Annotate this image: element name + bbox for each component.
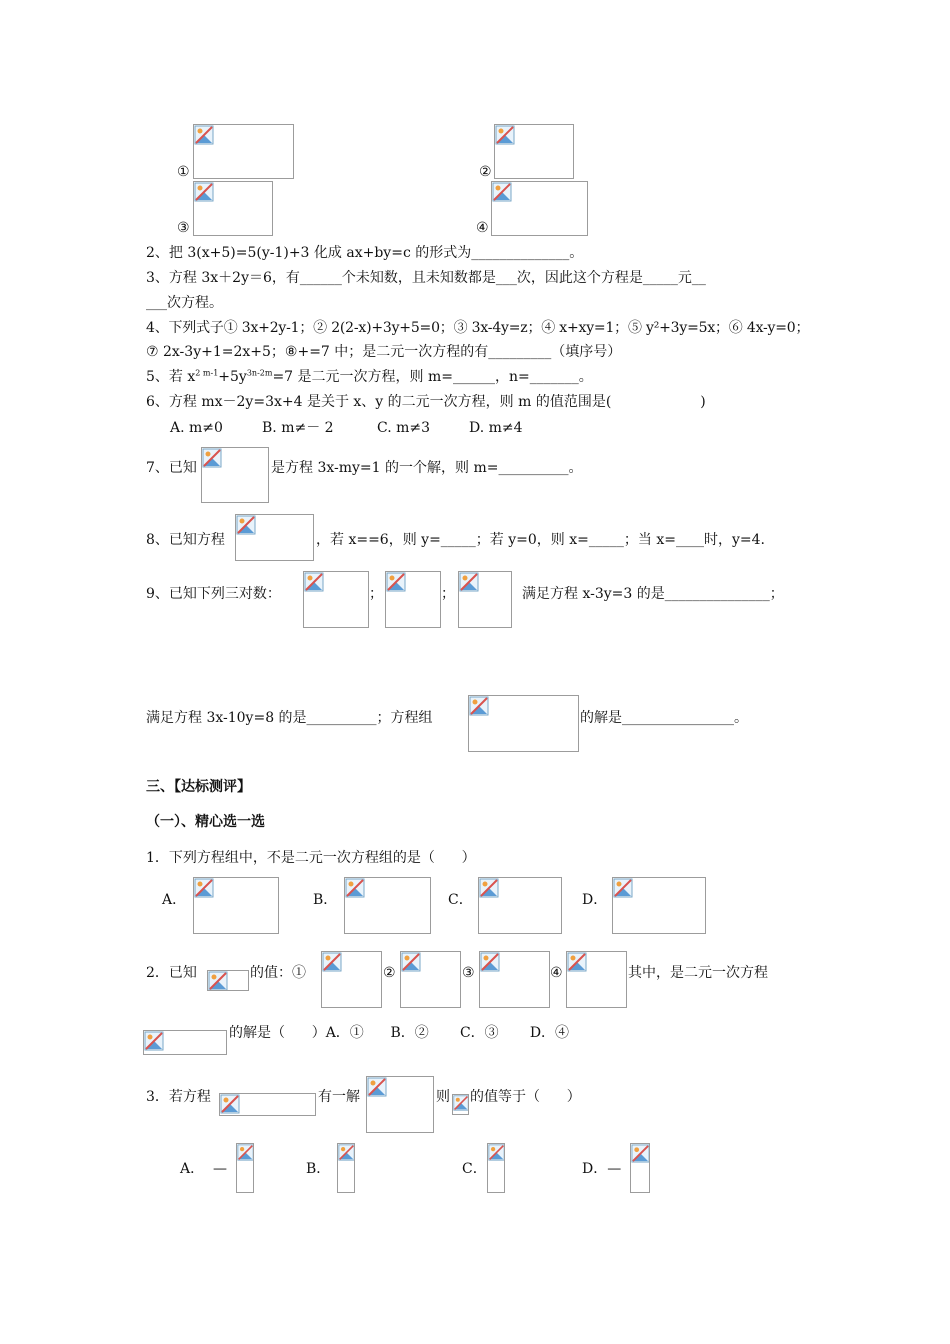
broken-image-icon [194,878,214,898]
broken-image-icon [367,1077,387,1097]
image-placeholder-q9-2 [385,571,441,628]
broken-image-icon [459,572,479,592]
p3-option-b-label: B． [306,1161,331,1177]
label-circle-2: ② [479,164,492,180]
image-placeholder-q7 [201,447,269,503]
image-placeholder-p1-d [612,877,706,934]
q6-option-d: D. m≠4 [469,420,523,436]
broken-image-icon [492,182,512,202]
broken-image-icon [386,572,406,592]
question-6: 6、方程 mx－2y=3x+4 是关于 x、y 的二元一次方程，则 m 的值范围是( ) [146,394,706,410]
q9-separator-2: ； [441,586,455,602]
problem-3-suffix: 的值等于（ ） [470,1089,581,1105]
problem-2-prefix: 2．已知 [146,965,197,981]
problem-3-mid: 有一解 [318,1089,360,1105]
broken-image-icon [202,448,222,468]
question-7-prefix: 7、已知 [146,460,197,476]
image-placeholder-p1-a [193,877,279,934]
question-5 [146,368,593,386]
problem-2-label-4: ④ [550,965,563,981]
q5-suffix: =7 是二元一次方程，则 m=______，n=_______。 [272,369,593,385]
question-3-line-1: 3、方程 3x＋2y＝6，有______个未知数，且未知数都是___次，因此这个方程是_____元__ [146,270,706,286]
image-placeholder-p2-4 [566,951,627,1008]
q6-option-c: C. m≠3 [377,420,431,436]
image-placeholder-q9-1 [303,571,369,628]
q5-prefix: 5、若 x [146,369,196,385]
p3-option-c-label: C． [462,1161,487,1177]
question-9-prefix: 9、已知下列三对数： [146,586,281,602]
image-placeholder-q9-system [468,695,579,752]
broken-image-icon [236,515,256,535]
image-placeholder-p3-b [337,1143,355,1193]
broken-image-icon [237,1144,254,1161]
problem-1: 1．下列方程组中，不是二元一次方程组的是（ ） [146,850,476,866]
broken-image-icon [453,1095,469,1111]
broken-image-icon [401,952,421,972]
broken-image-icon [613,878,633,898]
question-9-suffix: 满足方程 x-3y=3 的是_______________； [522,586,784,602]
p3-option-d-label: D．— [582,1161,622,1177]
broken-image-icon [208,971,228,991]
question-2: 2、把 3(x+5)=5(y-1)+3 化成 ax+by=c 的形式为______________。 [146,245,584,261]
image-placeholder-3 [193,181,273,236]
label-circle-1: ① [177,164,190,180]
q9-separator-1: ； [369,586,383,602]
image-placeholder-p3-d [630,1143,650,1193]
image-placeholder-p2-given [207,970,249,991]
image-placeholder-q8 [235,514,314,561]
q6-option-b: B. m≠－ 2 [262,420,334,436]
question-9-line-2-suffix: 的解是________________。 [580,710,748,726]
q5-mid: +5y [218,369,247,385]
broken-image-icon [488,1144,505,1161]
broken-image-icon [345,878,365,898]
image-placeholder-p3-equation [219,1093,316,1116]
problem-2-label-3: ③ [462,965,475,981]
broken-image-icon [495,125,515,145]
label-circle-4: ④ [476,220,489,236]
problem-3-prefix: 3．若方程 [146,1089,211,1105]
image-placeholder-p2-system [143,1030,227,1055]
image-placeholder-p1-b [344,877,431,934]
image-placeholder-p3-a [236,1143,254,1193]
problem-2-label-2: ② [383,965,396,981]
broken-image-icon [479,878,499,898]
image-placeholder-2 [494,124,574,179]
image-placeholder-4 [491,181,588,236]
question-9-line-2-prefix: 满足方程 3x-10y=8 的是__________；方程组 [146,710,433,726]
p1-option-a-label: A． [162,892,187,908]
problem-2-suffix: 其中，是二元一次方程 [628,965,768,981]
p1-option-d-label: D． [582,892,608,908]
image-placeholder-p2-3 [479,951,550,1008]
question-8-suffix: ，若 x==6，则 y=_____；若 y=0，则 x=_____；当 x=____时，y=4. [316,532,765,548]
label-circle-3: ③ [177,220,190,236]
image-placeholder-p3-expr [452,1094,469,1115]
p3-option-a-label: A． — [180,1161,228,1177]
problem-3-then: 则 [436,1089,450,1105]
broken-image-icon [194,182,214,202]
question-4-line-1: 4、下列式子① 3x+2y-1；② 2(2-x)+3y+5=0；③ 3x-4y=z；④ x+xy=1；⑤ y²+3y=5x；⑥ 4x-y=0； [146,320,810,336]
broken-image-icon [304,572,324,592]
broken-image-icon [144,1031,164,1051]
image-placeholder-p2-2 [400,951,461,1008]
broken-image-icon [194,125,214,145]
question-8-prefix: 8、已知方程 [146,532,225,548]
image-placeholder-p1-c [478,877,562,934]
q5-exponent-1: 2 m-1 [195,368,219,378]
broken-image-icon [338,1144,355,1161]
image-placeholder-q9-3 [458,571,512,628]
question-7-suffix: 是方程 3x-my=1 的一个解，则 m=__________。 [271,460,583,476]
subsection-1-heading: （一）、精心选一选 [146,814,265,830]
section-3-heading: 三、【达标测评】 [146,779,251,795]
q5-exponent-2: 3n-2m [246,368,273,378]
broken-image-icon [480,952,500,972]
broken-image-icon [322,952,342,972]
broken-image-icon [469,696,489,716]
image-placeholder-p2-1 [321,951,382,1008]
q6-option-a: A. m≠0 [170,420,223,436]
question-3-line-2: ___次方程。 [146,295,223,311]
image-placeholder-p3-c [487,1143,505,1193]
image-placeholder-p3-solution [366,1076,434,1133]
p1-option-c-label: C． [448,892,473,908]
question-4-line-2: ⑦ 2x-3y+1=2x+5；⑧+=7 中；是二元一次方程的有_________（填序号） [146,344,622,360]
broken-image-icon [220,1094,240,1114]
image-placeholder-1 [193,124,294,179]
p1-option-b-label: B． [313,892,338,908]
problem-2-line-2: 的解是（ ）A．① B．② C．③ D．④ [229,1025,570,1041]
problem-2-mid: 的值：① [250,965,306,981]
broken-image-icon [631,1144,650,1163]
broken-image-icon [567,952,587,972]
